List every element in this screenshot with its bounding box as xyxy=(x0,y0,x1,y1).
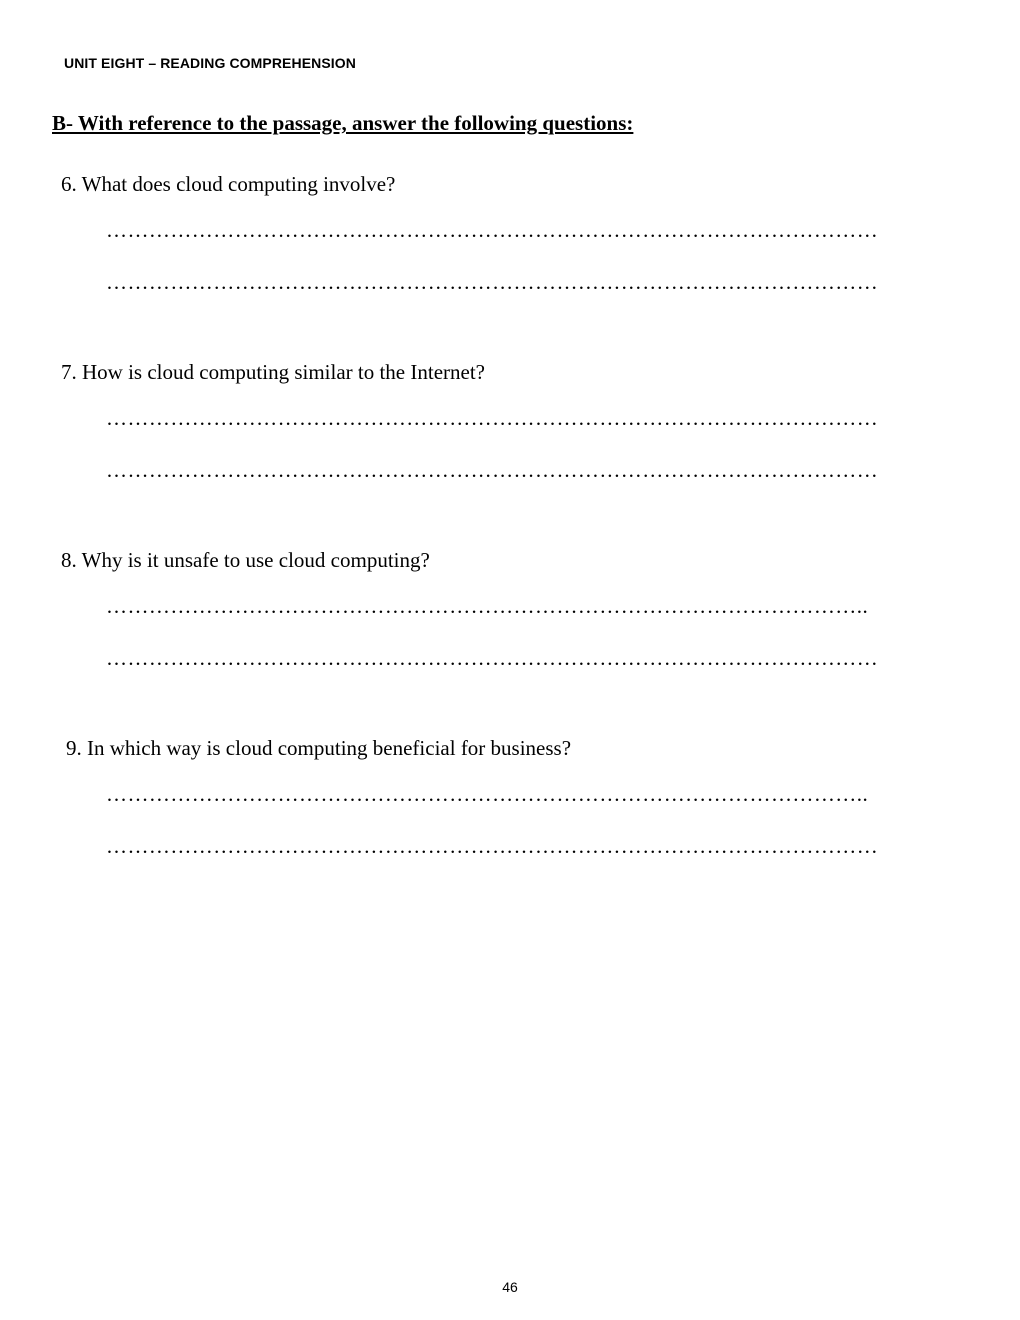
section-instruction: B- With reference to the passage, answer the following questions: xyxy=(52,111,634,135)
page-number: 46 xyxy=(502,1279,518,1295)
answer-line[interactable]: ……………………………………………………………………………………………… xyxy=(106,219,879,241)
answer-line[interactable]: ……………………………………………………………………………………………… xyxy=(106,407,879,429)
answer-line[interactable]: ……………………………………………………………………………………………… xyxy=(106,835,879,857)
answer-line[interactable]: ……………………………………………………………………………………………… xyxy=(106,647,879,669)
answer-line[interactable]: …………………………………………………………………………………………….. xyxy=(106,783,869,805)
answer-line[interactable]: …………………………………………………………………………………………….. xyxy=(106,595,869,617)
question-7: 7. How is cloud computing similar to the Internet? xyxy=(61,360,485,384)
answer-line[interactable]: ……………………………………………………………………………………………… xyxy=(106,459,879,481)
question-8: 8. Why is it unsafe to use cloud computing? xyxy=(61,548,430,572)
unit-header: UNIT EIGHT – READING COMPREHENSION xyxy=(64,55,356,71)
question-9: 9. In which way is cloud computing beneficial for business? xyxy=(66,736,572,760)
question-6: 6. What does cloud computing involve? xyxy=(61,172,396,196)
answer-line[interactable]: ……………………………………………………………………………………………… xyxy=(106,271,879,293)
